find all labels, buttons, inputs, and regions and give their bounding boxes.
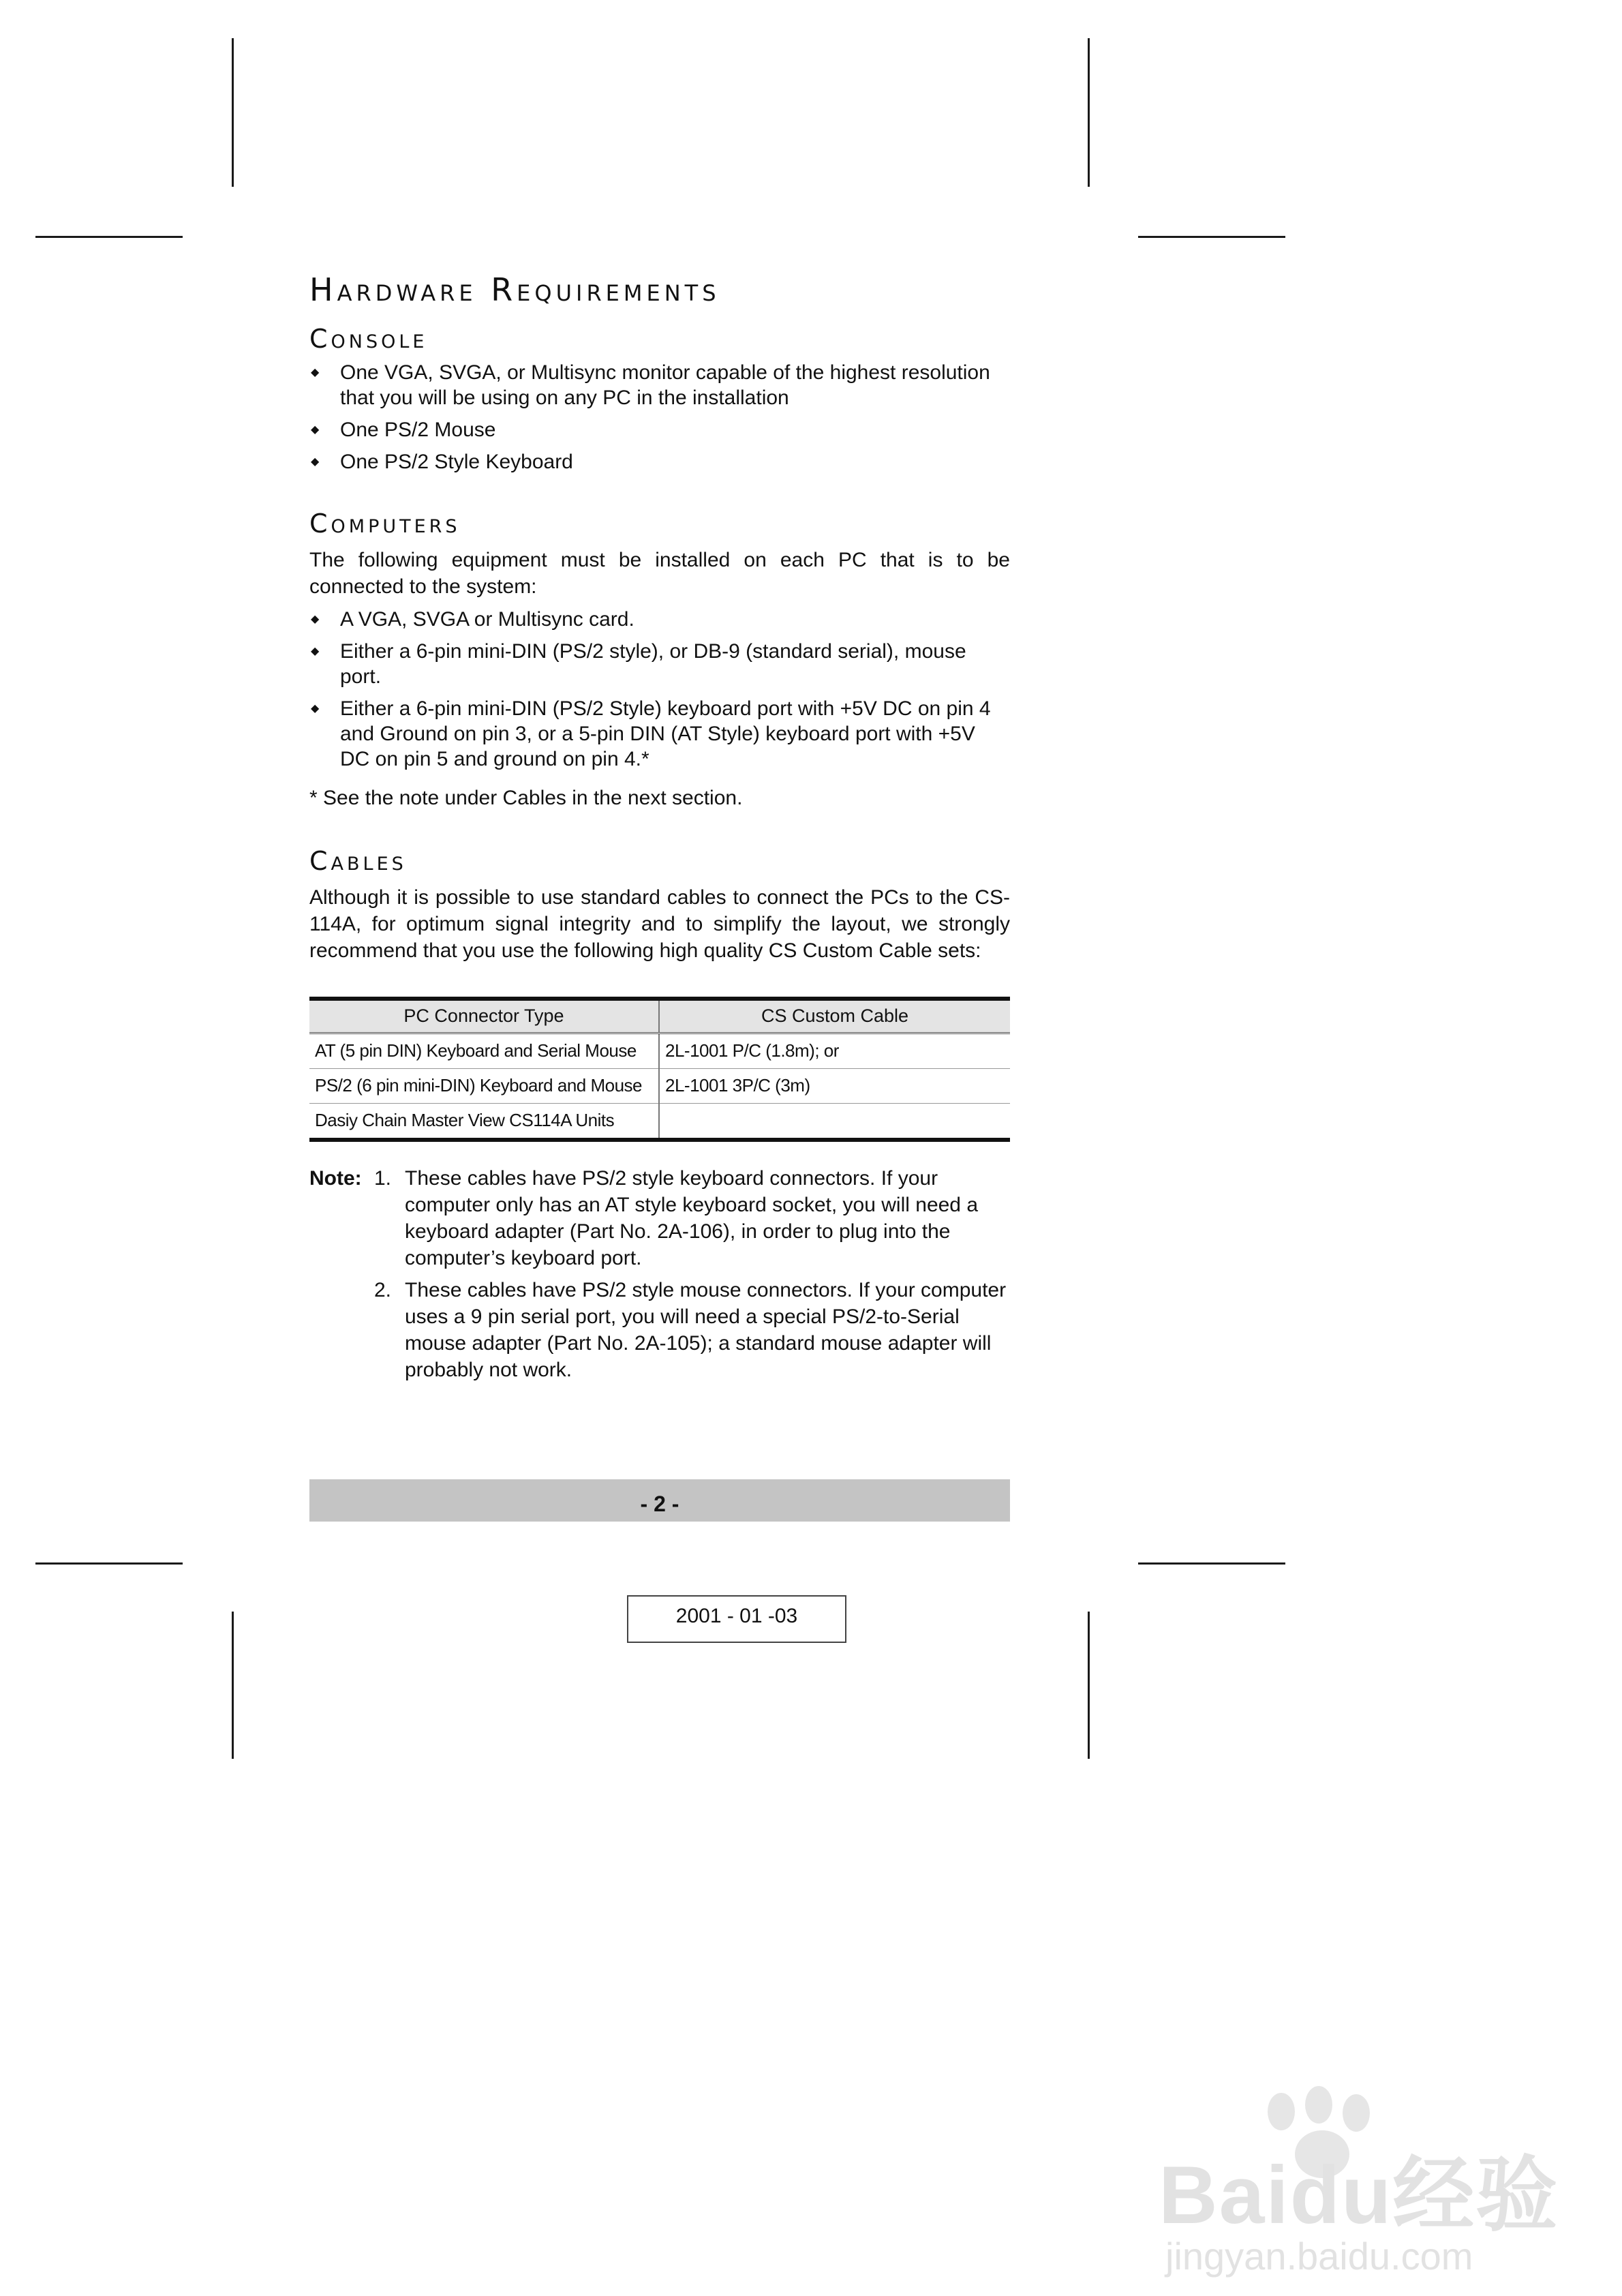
table-cell: 2L-1001 3P/C (3m) — [659, 1068, 1010, 1103]
list-item: ◆ One PS/2 Style Keyboard — [311, 451, 573, 474]
crop-mark — [35, 236, 183, 238]
date-text: 2001 - 01 -03 — [675, 1605, 798, 1627]
notes-block — [309, 1165, 1010, 1383]
crop-mark — [1138, 236, 1285, 238]
note-item — [309, 1277, 1010, 1383]
table-cell — [659, 1103, 1010, 1140]
watermark-brand: Baidu经验 — [1159, 2149, 1559, 2241]
console-list — [309, 360, 1010, 474]
note-number: 1. — [374, 1166, 392, 1190]
cables-heading: Cables — [309, 846, 407, 877]
list-item: ◆ Either a 6-pin mini-DIN (PS/2 style), or DB-9 (standard serial), mouse port. — [311, 640, 966, 689]
watermark — [1159, 2086, 1559, 2278]
cables-intro: Although it is possible to use standard cables to connect the PCs to the CS-114A, for optimum signal integrity and to simplify the layout, we strongly recommend that you use the following high quality CS Custom Cable sets: — [309, 886, 1010, 962]
column-header: CS Custom Cable — [659, 999, 1010, 1033]
crop-mark — [1088, 1612, 1090, 1759]
crop-mark — [1138, 1562, 1285, 1565]
list-item: ◆ A VGA, SVGA or Multisync card. — [311, 608, 634, 631]
bullet-icon: ◆ — [311, 424, 320, 436]
note-text: These cables have PS/2 style keyboard connectors. If your computer only has an AT style keyboard socket, you will need a keyboard adapter (Part No. 2A-106), in order to plug into the computer’s keyboard port. — [405, 1166, 979, 1269]
page-number-bar — [309, 1479, 1010, 1522]
watermark-url: jingyan.baidu.com — [1165, 2235, 1473, 2278]
bullet-icon: ◆ — [311, 367, 320, 379]
cables-table — [309, 997, 1010, 1142]
crop-mark — [232, 1612, 234, 1759]
note-number: 2. — [374, 1278, 392, 1301]
table-header-row — [309, 999, 1010, 1033]
note-item — [309, 1165, 1010, 1271]
crop-mark — [232, 38, 234, 187]
table-row — [309, 1033, 1010, 1068]
computers-intro: The following equipment must be installed on each PC that is to be connected to the system: — [309, 549, 1010, 599]
crop-mark — [35, 1562, 183, 1565]
list-item: ◆ One VGA, SVGA, or Multisync monitor capable of the highest resolution that you will be using on any PC in the installation — [311, 361, 990, 410]
table-row — [309, 1103, 1010, 1140]
table-cell: AT (5 pin DIN) Keyboard and Serial Mouse — [309, 1033, 659, 1068]
bullet-icon: ◆ — [311, 703, 320, 715]
computers-list — [309, 607, 1010, 772]
console-heading: Console — [309, 323, 428, 354]
table-cell: 2L-1001 P/C (1.8m); or — [659, 1033, 1010, 1068]
note-label: Note: — [309, 1166, 362, 1190]
table-cell: PS/2 (6 pin mini-DIN) Keyboard and Mouse — [309, 1068, 659, 1103]
footnote: * See the note under Cables in the next section. — [309, 787, 743, 810]
page-number: - 2 - — [640, 1492, 679, 1516]
table-row — [309, 1068, 1010, 1103]
bullet-icon: ◆ — [311, 456, 320, 468]
column-header: PC Connector Type — [309, 999, 659, 1033]
page-content — [309, 273, 1010, 1383]
page-title: Hardware Requirements — [309, 271, 720, 308]
note-text: These cables have PS/2 style mouse connectors. If your computer uses a 9 pin serial port, you will need a special PS/2-to-Serial mouse adapter (Part No. 2A-105); a standard mouse adapter will probably not work. — [405, 1278, 1007, 1381]
computers-heading: Computers — [309, 509, 461, 539]
bullet-icon: ◆ — [311, 614, 320, 626]
list-item: ◆ Either a 6-pin mini-DIN (PS/2 Style) keyboard port with +5V DC on pin 4 and Ground on pin 3, or a 5-pin DIN (AT Style) keyboard port with +5V DC on pin 5 and ground on pin 4.* — [311, 697, 991, 771]
bullet-icon: ◆ — [311, 646, 320, 658]
table-cell: Dasiy Chain Master View CS114A Units — [309, 1103, 659, 1140]
date-box — [627, 1595, 846, 1643]
crop-mark — [1088, 38, 1090, 187]
list-item: ◆ One PS/2 Mouse — [311, 419, 496, 442]
